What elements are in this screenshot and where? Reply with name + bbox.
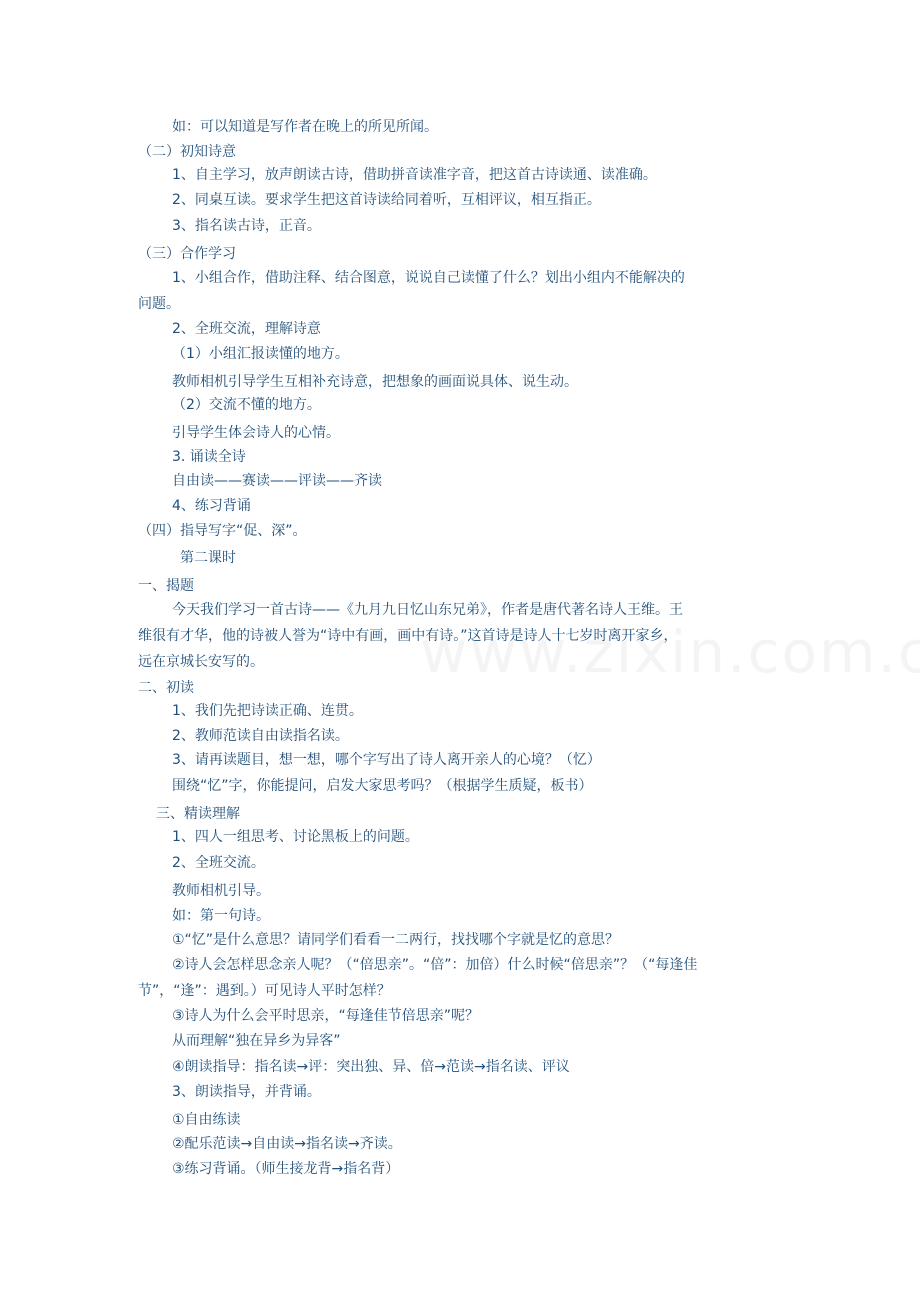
text-line: 3. 诵读全诗 — [172, 449, 246, 465]
text-line: 2、同桌互读。要求学生把这首诗读给同着听，互相评议，相互指正。 — [172, 192, 601, 208]
text-line: ②配乐范读→自由读→指名读→齐读。 — [172, 1136, 402, 1152]
text-line: 维很有才华，他的诗被人誉为“诗中有画，画中有诗。”这首诗是诗人十七岁时离开家乡， — [138, 628, 678, 644]
section-heading: （四）指导写字“促、深”。 — [138, 523, 307, 539]
text-line: ①“忆”是什么意思？请同学们看看一二两行，找找哪个字就是忆的意思？ — [172, 932, 620, 948]
text-line: 今天我们学习一首古诗——《九月九日忆山东兄弟》，作者是唐代著名诗人王维。王 — [172, 602, 683, 618]
text-line: ④朗读指导：指名读→评：突出独、异、倍→范读→指名读、评议 — [172, 1059, 570, 1075]
section-heading: 二、初读 — [138, 680, 194, 696]
text-line: 围绕“忆”字，你能提问，启发大家思考吗？（根据学生质疑，板书） — [172, 778, 593, 794]
lesson-title: 第二课时 — [180, 550, 236, 566]
text-line: 节”，“逢”：遇到。）可见诗人平时怎样？ — [138, 983, 391, 999]
text-line: 3、指名读古诗，正音。 — [172, 218, 321, 234]
section-heading: （三）合作学习 — [138, 246, 236, 262]
text-line: 如：可以知道是写作者在晚上的所见所闻。 — [172, 119, 438, 135]
text-line: 1、自主学习，放声朗读古诗，借助拼音读准字音，把这首古诗读通、读准确。 — [172, 167, 657, 183]
text-line: （2）交流不懂的地方。 — [172, 397, 321, 413]
text-line: 3、请再读题目，想一想，哪个字写出了诗人离开亲人的心境？（忆） — [172, 752, 601, 768]
text-line: 4、练习背诵 — [172, 498, 251, 514]
text-line: 1、小组合作，借助注释、结合图意，说说自己读懂了什么？划出小组内不能解决的 — [172, 270, 685, 286]
text-line: 1、我们先把诗读正确、连贯。 — [172, 703, 363, 719]
text-line: 教师相机引导学生互相补充诗意，把想象的画面说具体、说生动。 — [172, 374, 578, 390]
text-line: 问题。 — [138, 296, 180, 312]
section-heading: 三、精读理解 — [156, 806, 240, 822]
text-line: 2、全班交流，理解诗意 — [172, 321, 321, 337]
text-line: 引导学生体会诗人的心情。 — [172, 425, 340, 441]
text-line: 3、朗读指导，并背诵。 — [172, 1084, 321, 1100]
text-line: 如：第一句诗。 — [172, 908, 270, 924]
text-line: 2、全班交流。 — [172, 855, 265, 871]
section-heading: 一、揭题 — [138, 578, 194, 594]
text-line: 2、教师范读自由读指名读。 — [172, 728, 349, 744]
text-line: 远在京城长安写的。 — [138, 654, 264, 670]
text-line: ③练习背诵。（师生接龙背→指名背） — [172, 1161, 400, 1177]
text-line: 教师相机引导。 — [172, 883, 270, 899]
text-line: 自由读——赛读——评读——齐读 — [172, 473, 382, 489]
text-line: ①自由练读 — [172, 1112, 241, 1128]
text-line: 从而理解“独在异乡为异客” — [172, 1033, 341, 1049]
text-line: ③诗人为什么会平时思亲，“每逢佳节倍思亲”呢？ — [172, 1008, 480, 1024]
section-heading: （二）初知诗意 — [138, 144, 236, 160]
text-line: （1）小组汇报读懂的地方。 — [172, 346, 349, 362]
text-line: ②诗人会怎样思念亲人呢？（“倍思亲”。“倍”：加倍）什么时候“倍思亲”？（“每逢佳 — [172, 957, 698, 973]
text-line: 1、四人一组思考、讨论黑板上的问题。 — [172, 829, 419, 845]
